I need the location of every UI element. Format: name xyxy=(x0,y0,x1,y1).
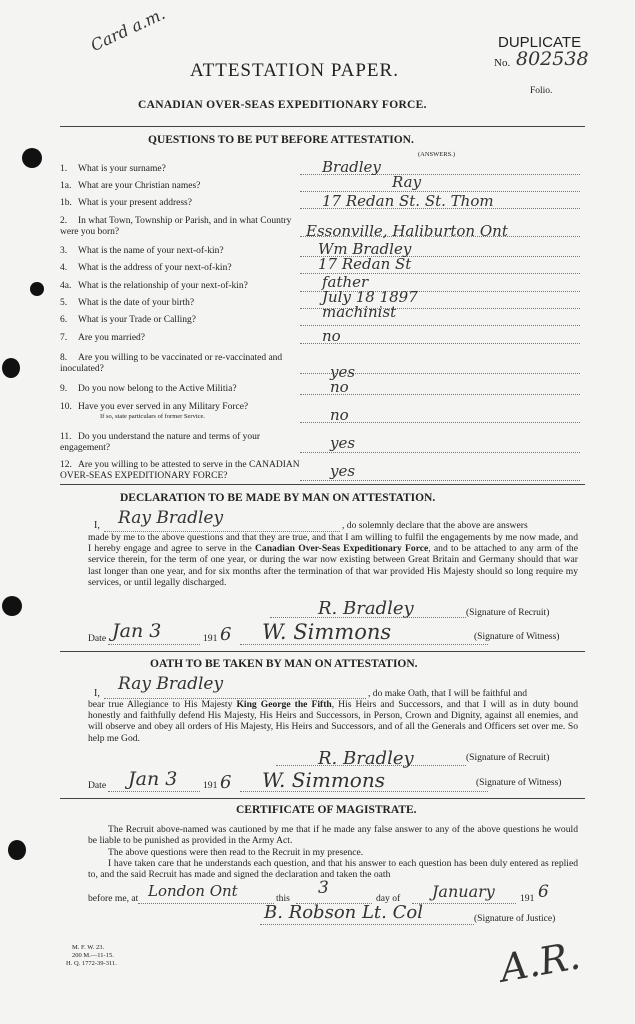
question-text: What is your surname? xyxy=(78,164,166,174)
declaration-body: made by me to the above questions and that they are true, and that I am willing to fulfil the engagements by me now made, and I hereby engage and agree to serve in the Canadian Over-Seas Expeditionary Force, and to be attached to any arm of the service therein, for the term of one year, or during the war now existing between Great Britain and Germany should that war last longer than one year, and for six months after the termination of that war provided His Majesty should so long require my services, or until legally discharged. xyxy=(88,532,578,588)
question-row xyxy=(60,216,300,238)
declaration-witness-signature: W. Simmons xyxy=(262,620,392,644)
declaration-recruit-signature: R. Bradley xyxy=(318,598,414,619)
declaration-name: Ray Bradley xyxy=(118,508,224,528)
declaration-heading: DECLARATION TO BE MADE BY MAN ON ATTESTATION. xyxy=(120,492,436,504)
declaration-year-prefix: 191 xyxy=(203,633,218,644)
declaration-recruit-label: (Signature of Recruit) xyxy=(466,608,550,618)
question-row xyxy=(60,164,300,175)
oath-date: Jan 3 xyxy=(128,768,178,790)
oath-heading: OATH TO BE TAKEN BY MAN ON ATTESTATION. xyxy=(150,658,418,670)
question-text: What is your present address? xyxy=(78,198,192,208)
oath-name: Ray Bradley xyxy=(118,674,224,694)
question-number: 5. xyxy=(60,298,68,308)
question-row xyxy=(60,198,300,209)
question-number: 1. xyxy=(60,164,68,174)
question-answer: no xyxy=(330,406,349,424)
question-row xyxy=(60,432,300,454)
question-number: 7. xyxy=(60,333,68,343)
answer-line xyxy=(300,452,580,453)
question-text: What is the address of your next-of-kin? xyxy=(78,263,232,273)
question-text: In what Town, Township or Parish, and in what Country were you born? xyxy=(60,216,292,237)
oath-recruit-label: (Signature of Recruit) xyxy=(466,753,550,763)
question-row xyxy=(60,281,300,292)
certificate-year-suffix: 6 xyxy=(538,882,549,902)
question-text: Are you married? xyxy=(78,333,145,343)
question-answer: yes xyxy=(330,363,356,381)
certificate-year-prefix: 191 xyxy=(520,893,535,904)
answer-line xyxy=(300,325,580,326)
question-number: 1a. xyxy=(60,181,72,191)
declaration-witness-label: (Signature of Witness) xyxy=(474,632,560,642)
question-text: What is the date of your birth? xyxy=(78,298,195,308)
declaration-date-label: Date xyxy=(88,633,107,644)
oath-witness-label: (Signature of Witness) xyxy=(476,778,562,788)
regimental-number: 802538 xyxy=(516,48,589,70)
declaration-date: Jan 3 xyxy=(112,620,162,642)
section-rule xyxy=(60,484,585,485)
header-rule xyxy=(60,126,585,127)
question-row xyxy=(60,402,300,421)
question-number: 6. xyxy=(60,315,68,325)
question-number: 3. xyxy=(60,246,68,256)
question-text: Have you ever served in any Military Force? xyxy=(78,402,249,412)
certificate-heading: CERTIFICATE OF MAGISTRATE. xyxy=(236,804,417,816)
question-number: 9. xyxy=(60,384,68,394)
oath-date-label: Date xyxy=(88,780,107,791)
question-text: Are you willing to be vaccinated or re-vaccinated and inoculated? xyxy=(60,353,283,374)
punch-hole xyxy=(8,840,26,860)
question-answer: Ray xyxy=(392,173,422,191)
question-row xyxy=(60,353,300,375)
question-note: If so, state particulars of former Service. xyxy=(100,413,206,420)
form-code: H. Q. 1772-39-311. xyxy=(66,960,117,967)
question-row xyxy=(60,298,300,309)
oath-recruit-signature: R. Bradley xyxy=(318,748,414,769)
certificate-before-label: before me, at xyxy=(88,893,139,904)
oath-year-prefix: 191 xyxy=(203,780,218,791)
question-number: 12. xyxy=(60,460,72,470)
question-text: Do you understand the nature and terms of your engagement? xyxy=(60,432,261,453)
question-row xyxy=(60,263,300,274)
question-text: What is the relationship of your next-of-kin? xyxy=(78,281,248,291)
punch-hole xyxy=(2,358,20,378)
duplicate-label: DUPLICATE xyxy=(498,34,582,51)
questions-heading: QUESTIONS TO BE PUT BEFORE ATTESTATION. xyxy=(148,134,414,146)
question-row xyxy=(60,181,300,192)
declaration-i: I, xyxy=(94,520,100,531)
question-answer: 17 Redan St xyxy=(318,255,412,273)
question-number: 2. xyxy=(60,216,68,226)
answer-line xyxy=(300,480,580,481)
certificate-this-label: this xyxy=(276,893,290,904)
declaration-year-suffix: 6 xyxy=(220,624,232,645)
folio-label: Folio. xyxy=(530,86,553,96)
question-answer: no xyxy=(330,378,349,396)
form-code: 200 M.—11-15. xyxy=(72,952,114,959)
oath-body: bear true Allegiance to His Majesty King George the Fifth, His Heirs and Successors, and that I will as in duty bound honestly and faithfully defend His Majesty, His Heirs and Successors, in Person, Crown and Dignity, against all enemies, and will observe and obey all orders of His Majesty, His Heirs and Successors, and of all the Generals and Officers set over me. So help me God. xyxy=(88,699,579,744)
question-answer: Bradley xyxy=(322,158,381,176)
force-name: Canadian Over-Seas Expeditionary Force xyxy=(255,543,429,555)
question-answer: machinist xyxy=(322,303,397,321)
corner-note: Card a.m. xyxy=(87,4,168,55)
question-text: What is the name of your next-of-kin? xyxy=(78,246,224,256)
punch-hole xyxy=(2,596,22,616)
oath-i: I, xyxy=(94,688,100,699)
question-text: Are you willing to be attested to serve in the CANADIAN OVER-SEAS EXPEDITIONARY FORCE? xyxy=(60,460,300,481)
justice-label: (Signature of Justice) xyxy=(474,914,556,924)
oath-text-1: , do make Oath, that I will be faithful and xyxy=(368,688,528,699)
question-answer: July 18 1897 xyxy=(322,288,418,306)
question-row xyxy=(60,333,300,344)
question-number: 4. xyxy=(60,263,68,273)
section-rule xyxy=(60,651,585,652)
question-number: 4a. xyxy=(60,281,72,291)
initials-mark: A.R. xyxy=(496,933,584,991)
oath-year-suffix: 6 xyxy=(220,772,232,793)
question-text: What are your Christian names? xyxy=(78,181,201,191)
oath-witness-signature: W. Simmons xyxy=(262,768,385,792)
question-number: 10. xyxy=(60,402,72,412)
question-row xyxy=(60,246,300,257)
section-rule xyxy=(60,798,585,799)
question-number: 11. xyxy=(60,432,72,442)
question-number: 1b. xyxy=(60,198,72,208)
question-text: What is your Trade or Calling? xyxy=(78,315,196,325)
question-answer: father xyxy=(322,273,369,291)
form-code: M. F. W. 23. xyxy=(72,944,105,951)
no-label: No. xyxy=(494,57,511,69)
question-answer: no xyxy=(322,327,341,345)
king-name: King George the Fifth xyxy=(236,699,332,710)
answers-label: (ANSWERS.) xyxy=(418,151,456,158)
declaration-text-1: , do solemnly declare that the above are answers xyxy=(342,520,528,531)
punch-hole xyxy=(22,148,42,168)
question-answer: yes xyxy=(330,462,356,480)
question-number: 8. xyxy=(60,353,68,363)
question-answer: Essonville, Haliburton Ont xyxy=(306,222,508,240)
certificate-text-2: The above questions were then read to the Recruit in my presence. xyxy=(108,847,364,858)
question-answer: Wm Bradley xyxy=(318,240,412,258)
page-title: ATTESTATION PAPER. xyxy=(190,60,399,81)
question-row xyxy=(60,384,300,395)
certificate-text-1: The Recruit above-named was cautioned by me that if he made any false answer to any of the above questions he would be liable to be punished as provided in the Army Act. xyxy=(88,824,578,847)
question-row xyxy=(60,315,300,326)
certificate-place: London Ont xyxy=(148,882,238,900)
answer-line xyxy=(300,343,580,344)
question-row xyxy=(60,460,300,482)
justice-signature: B. Robson Lt. Col xyxy=(264,902,423,923)
certificate-text-3: I have taken care that he understands each question, and that his answer to each question has been duly entered as replied to, and the said Recruit has made and signed the declaration and taken the oath xyxy=(88,858,578,881)
certificate-day: 3 xyxy=(318,878,329,898)
question-answer: yes xyxy=(330,434,356,452)
question-text: Do you now belong to the Active Militia? xyxy=(78,384,237,394)
page-subtitle: CANADIAN OVER-SEAS EXPEDITIONARY FORCE. xyxy=(138,99,427,111)
certificate-day-of-label: day of xyxy=(376,893,401,904)
certificate-month: January xyxy=(432,882,495,901)
punch-hole xyxy=(30,282,44,296)
question-answer: 17 Redan St. St. Thom xyxy=(322,192,494,210)
